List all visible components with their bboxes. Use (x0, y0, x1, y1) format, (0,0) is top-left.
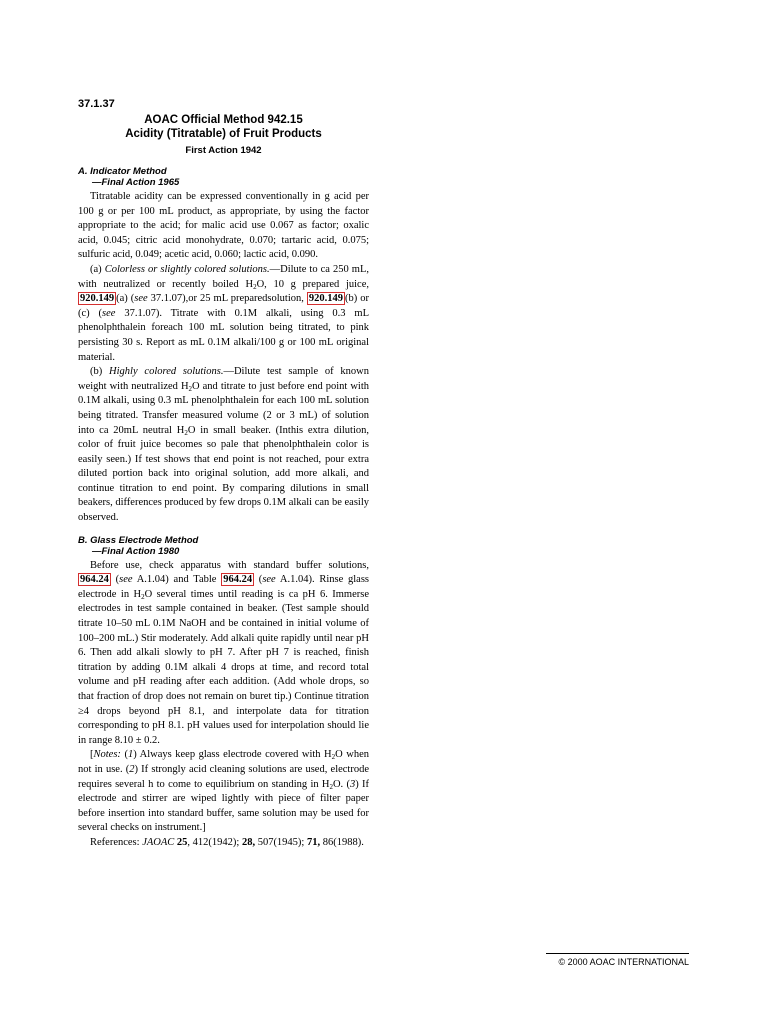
section-b-heading (78, 535, 369, 557)
reference-link-964-24[interactable]: 964.24 (223, 574, 253, 586)
section-b-title: B. Glass Electrode Method (78, 534, 199, 546)
paragraph-notes: [Notes: (1) Always keep glass electrode covered with $H_2O$ when not in use. (2) If strongly acid cleaning solutions are used, electrode requires several h to come to equilibrium on standing in $H_2O$. (3) If electrode and stirrer are wiped lightly with piece of filter paper before insertion into standard buffer, same solution may be used for several checks on instrument.] (78, 749, 370, 834)
copyright-footer: © 2000 AOAC INTERNATIONAL (546, 953, 689, 967)
section-a-title: A. Indicator Method (78, 166, 167, 177)
references-line: References: JAOAC 25, 412(1942); 28, 507(1945); 71, 86(1988). (90, 836, 364, 848)
section-a-subtitle: —Final Action 1965 (92, 177, 180, 188)
paragraph-a-a: (a) Colorless or slightly colored solutions.—Dilute to ca 250 mL, with neutralized or recently boiled $H_2O$, 10 g prepared juice, 920.149 (a) (see 37.1.07),or 25 mL preparedsolution, 920.149 (b) or (c) (see 37.1.07). Titrate with 0.1M alkali, using 0.3 mL phenolphthalein foreach 100 mL solution being titrated, to pink persisting 30 s. Report as mL 0.1M alkali/100 g or 100 mL original material. (78, 263, 369, 363)
reference-link-964-24[interactable]: 964.24 (80, 574, 109, 586)
document-page (78, 98, 369, 851)
title-line-2: Acidity (Titratable) of Fruit Products (125, 128, 322, 140)
reference-link-920-149[interactable]: 920.149 (80, 293, 115, 305)
first-action: First Action 1942 (185, 145, 262, 156)
section-b-subtitle: —Final Action 1980 (92, 545, 180, 557)
paragraph-b: Before use, check apparatus with standard buffer solutions, 964.24 (see A.1.04) and Table 964.24 (see A.1.04). Rinse glass electrode in $H_2O$ several times until reading is ca pH 6. Immerse electrodes in test sample contained in beaker. (Test sample should titrate 10–50 mL 0.1M NaOH and be contained in initial volume of 100–200 mL.) Stir moderately. Add alkali quite rapidly until near pH 6. Then add alkali slowly to pH 7. After pH 7 is reached, finish titration by adding 0.1M alkali 4 drops at time, and record total volume and pH reading after each addition. (Add whole drops, so that fraction of drop does not remain on buret tip.) Continue titration ≥4 drops beyond pH 8.1, and interpolate data for titration corresponding to pH 8.1. pH values used for interpolation should lie in range 8.10 ± 0.2. (78, 559, 370, 746)
title-line-1: AOAC Official Method 942.15 (144, 114, 303, 126)
section-a-heading (78, 166, 369, 188)
method-title (78, 113, 369, 141)
paragraph-a-b: (b) Highly colored solutions.—Dilute test sample of known weight with neutralized $H_2O$ and titrate to just before end point with 0.1M alkali, using 0.3 mL phenolphthalein for each 100 mL solution being titrated. Transfer measured volume (2 or 3 mL) of solution into ca 20mL neutral $H_2O$ in small beaker. (Inthis extra dilution, color of fruit juice becomes so pale that phenolphthalein color is easily seen.) If test shows that end point is not reached, pour extra diluted portion back into original solution, add more alkali, and continue titration to end point. By comparing dilutions in small beakers, differences produced by few drops 0.1M alkali can be easily observed. (78, 366, 370, 524)
reference-link-920-149[interactable]: 920.149 (308, 293, 344, 305)
section-number: 37.1.37 (78, 98, 115, 110)
paragraph-intro: Titratable acidity can be expressed conventionally in g acid per 100 g or per 100 mL product, as appropriate, by using the factor appropriate to the acid; for malic acid use 0.067 as factor; oxalic acid, 0.045; citric acid monohydrate, 0.070; tartaric acid, 0.075; sulfuric acid, 0.049; acetic acid, 0.060; lactic acid, 0.090. (78, 191, 369, 261)
